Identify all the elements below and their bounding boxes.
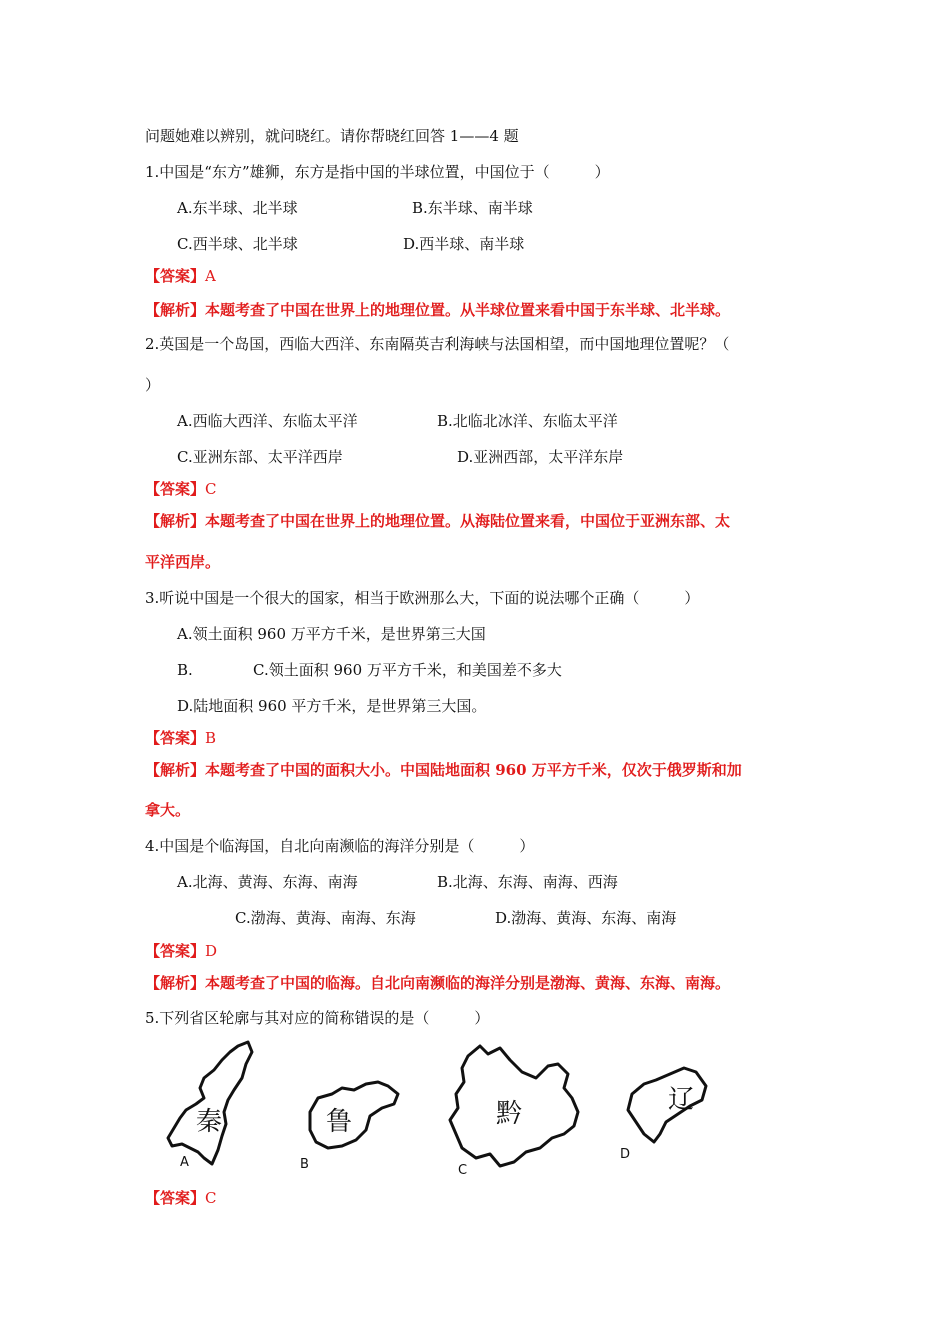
q3-analysis [145, 760, 742, 780]
q2-option-b: B.北临北冰洋、东临太平洋 [437, 412, 618, 430]
province-outline-d [620, 1068, 706, 1162]
q2-option-d: D.亚洲西部，太平洋东岸 [457, 448, 624, 466]
answer-label: 【答案】 [145, 729, 206, 747]
analysis-text: 本题考查了中国的面积大小。中国陆地面积 960 万平方千米，仅次于俄罗斯和加 [205, 761, 742, 779]
province-name-c: 黔 [496, 1099, 523, 1129]
province-letter-b: B [300, 1157, 309, 1172]
q3-stem: 3.听说中国是一个很大的国家，相当于欧洲那么大，下面的说法哪个正确（ ） [145, 589, 700, 607]
q5-stem: 5.下列省区轮廓与其对应的简称错误的是（ ） [145, 1009, 490, 1027]
analysis-label: 【解析】 [145, 301, 206, 319]
q2-answer [145, 479, 217, 499]
q3-answer [145, 728, 216, 748]
intro-text: 问题她难以辨别，就问晓红。请你帮晓红回答 1——4 题 [145, 127, 519, 145]
q3-option-b: B. [177, 661, 193, 679]
province-name-a: 秦 [196, 1107, 223, 1137]
q2-option-a: A.西临大西洋、东临太平洋 [177, 412, 358, 430]
analysis-label: 【解析】 [145, 761, 206, 779]
q3-option-a: A.领土面积 960 万平方千米，是世界第三大国 [177, 625, 486, 643]
province-letter-c: C [458, 1163, 468, 1178]
q1-option-c: C.西半球、北半球 [177, 235, 298, 253]
q2-analysis [145, 511, 730, 531]
q3-analysis-cont: 拿大。 [145, 801, 191, 819]
province-name-b: 鲁 [326, 1107, 353, 1137]
answer-label: 【答案】 [145, 267, 206, 285]
province-outline-b [300, 1082, 398, 1172]
q1-answer [145, 266, 216, 286]
answer-value: D [205, 942, 218, 960]
q1-option-a: A.东半球、北半球 [177, 199, 298, 217]
q1-analysis [145, 300, 730, 320]
answer-label: 【答案】 [145, 942, 206, 960]
answer-value: B [205, 729, 217, 747]
analysis-label: 【解析】 [145, 512, 206, 530]
answer-label: 【答案】 [145, 480, 206, 498]
answer-value: A [205, 267, 216, 285]
q4-option-d: D.渤海、黄海、东海、南海 [495, 909, 677, 927]
province-letter-a: A [180, 1155, 189, 1170]
province-letter-d: D [620, 1147, 631, 1162]
q2-option-c: C.亚洲东部、太平洋西岸 [177, 448, 343, 466]
province-outline-c [450, 1046, 578, 1178]
q4-stem: 4.中国是个临海国，自北向南濒临的海洋分别是（ ） [145, 837, 535, 855]
q2-stem-cont: ） [145, 376, 161, 394]
q4-option-b: B.北海、东海、南海、西海 [437, 873, 618, 891]
answer-value: C [205, 480, 217, 498]
analysis-label: 【解析】 [145, 974, 206, 992]
q5-answer [145, 1188, 217, 1208]
q4-answer [145, 941, 217, 961]
analysis-text: 本题考查了中国在世界上的地理位置。从半球位置来看中国于东半球、北半球。 [205, 301, 731, 319]
answer-value: C [205, 1189, 217, 1207]
analysis-text: 本题考查了中国在世界上的地理位置。从海陆位置来看，中国位于亚洲东部、太 [205, 512, 731, 530]
q3-option-c: C.领土面积 960 万平方千米，和美国差不多大 [253, 661, 562, 679]
q4-option-a: A.北海、黄海、东海、南海 [177, 873, 358, 891]
q1-stem: 1.中国是“东方”雄狮，东方是指中国的半球位置，中国位于（ ） [145, 163, 610, 181]
province-outline-a [168, 1042, 252, 1170]
q4-option-c: C.渤海、黄海、南海、东海 [235, 909, 416, 927]
q1-option-b: B.东半球、南半球 [412, 199, 533, 217]
q1-option-d: D.西半球、南半球 [403, 235, 525, 253]
q2-stem: 2.英国是一个岛国，西临大西洋、东南隔英吉利海峡与法国相望，而中国地理位置呢？（ [145, 335, 730, 353]
answer-label: 【答案】 [145, 1189, 206, 1207]
province-outlines-figure [160, 1038, 720, 1178]
province-name-d: 辽 [668, 1085, 695, 1115]
q2-analysis-cont: 平洋西岸。 [145, 553, 221, 571]
q3-option-d: D.陆地面积 960 平方千米，是世界第三大国。 [177, 697, 487, 715]
q4-analysis [145, 973, 730, 993]
analysis-text: 本题考查了中国的临海。自北向南濒临的海洋分别是渤海、黄海、东海、南海。 [205, 974, 731, 992]
